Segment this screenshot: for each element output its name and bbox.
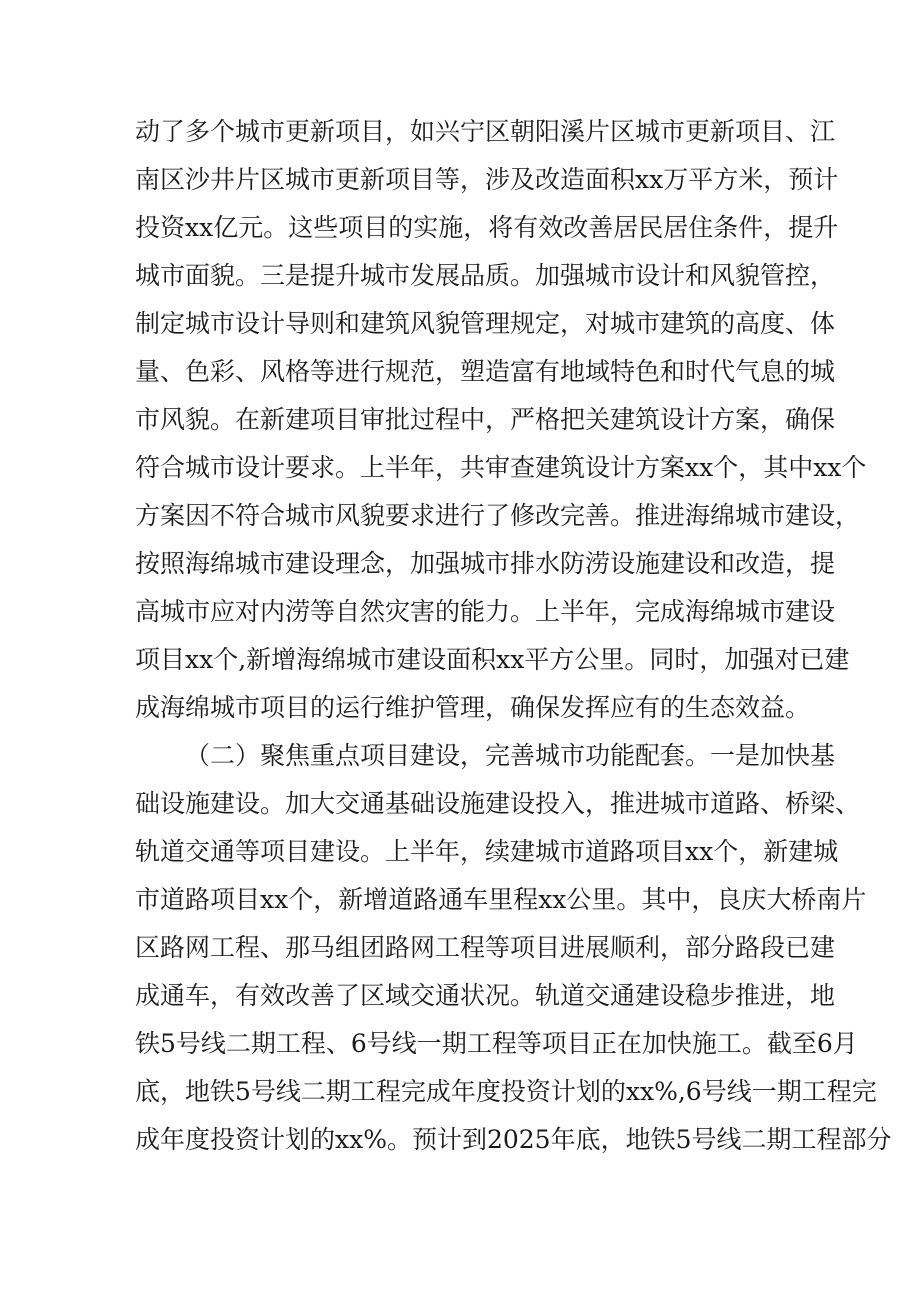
paragraph-2	[135, 732, 892, 1164]
text-line: 动了多个城市更新项目，如兴宁区朝阳溪片区城市更新项目、江	[135, 117, 836, 146]
text-line: 市风貌。在新建项目审批过程中，严格把关建筑设计方案，确保	[135, 405, 836, 434]
text-line: 铁5号线二期工程、6号线一期工程等项目正在加快施工。截至6月	[135, 1029, 858, 1058]
text-line: 区路网工程、那马组团路网工程等项目进展顺利，部分路段已建	[135, 933, 836, 962]
text-line: 城市面貌。三是提升城市发展品质。加强城市设计和风貌管控，	[135, 261, 836, 290]
text-line: 市道路项目xx个，新增道路通车里程xx公里。其中，良庆大桥南片	[135, 885, 867, 914]
text-line: 成年度投资计划的xx%。预计到2025年底，地铁5号线二期工程部分	[135, 1125, 892, 1154]
text-line: 轨道交通等项目建设。上半年，续建城市道路项目xx个，新建城	[135, 837, 839, 866]
text-line: 成通车，有效改善了区域交通状况。轨道交通建设稳步推进，地	[135, 981, 836, 1010]
body-text	[135, 108, 892, 1164]
text-line: 底，地铁5号线二期工程完成年度投资计划的xx%,6号线一期工程完	[135, 1077, 877, 1106]
text-line: 方案因不符合城市风貌要求进行了修改完善。推进海绵城市建设，	[135, 501, 861, 530]
text-line: 高城市应对内涝等自然灾害的能力。上半年，完成海绵城市建设	[135, 597, 836, 626]
text-line: 投资xx亿元。这些项目的实施，将有效改善居民居住条件，提升	[135, 213, 839, 242]
text-line: 量、色彩、风格等进行规范，塑造富有地域特色和时代气息的城	[135, 357, 836, 386]
text-line: 项目xx个,新增海绵城市建设面积xx平方公里。同时，加强对已建	[135, 645, 850, 674]
text-line: 制定城市设计导则和建筑风貌管理规定，对城市建筑的高度、体	[135, 309, 836, 338]
text-line: 南区沙井片区城市更新项目等，涉及改造面积xx万平方米，预计	[135, 165, 839, 194]
text-line: 础设施建设。加大交通基础设施建设投入，推进城市道路、桥梁、	[135, 789, 861, 818]
text-line: 按照海绵城市建设理念，加强城市排水防涝设施建设和改造，提	[135, 549, 836, 578]
text-line: 符合城市设计要求。上半年，共审查建筑设计方案xx个，其中xx个	[135, 453, 867, 482]
section-heading-line: （二）聚焦重点项目建设，完善城市功能配套。一是加快基	[185, 741, 836, 770]
paragraph-1	[135, 108, 867, 732]
text-line: 成海绵城市项目的运行维护管理，确保发挥应有的生态效益。	[135, 693, 811, 722]
